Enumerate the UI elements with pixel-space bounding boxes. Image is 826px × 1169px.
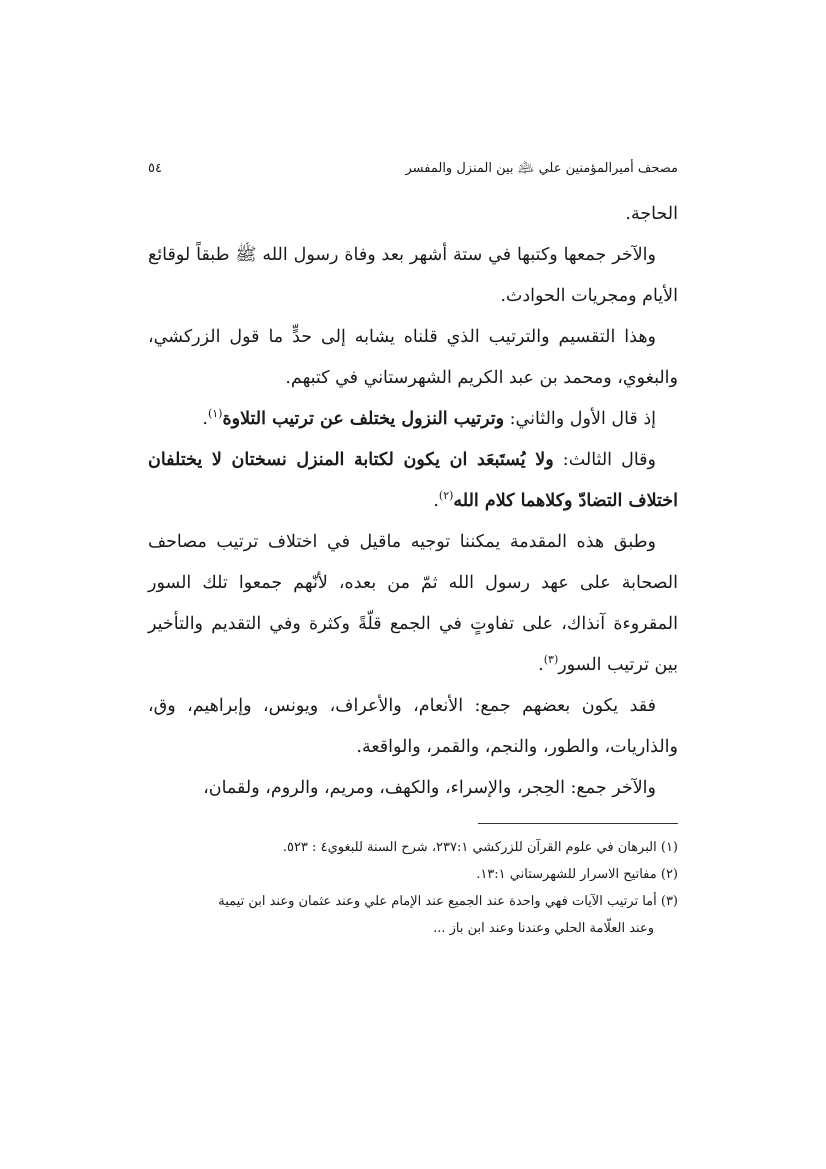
paragraph-8: والآخر جمع: الحِجر، والإسراء، والكهف، ومريم، والروم، ولقمان، — [203, 778, 656, 798]
footnote-2: (٢) مفاتيح الاسرار للشهرستاني ١٣:١. — [476, 867, 678, 882]
p4-intro: إذ قال الأول والثاني: — [504, 409, 656, 429]
footnote-divider — [478, 823, 678, 824]
footnote-3: (٣) أما ترتيب الآيات فهي واحدة عند الجميع عند الإمام علي وعند عثمان وعند ابن تيمية — [218, 894, 678, 909]
main-text — [148, 194, 678, 809]
p4-end: . — [202, 409, 208, 429]
page-number: ٥٤ — [148, 161, 162, 176]
footnote-ref-3[interactable]: (٣) — [543, 653, 559, 667]
paragraph-5 — [148, 440, 678, 522]
paragraph-1: الحاجة. — [625, 204, 678, 224]
p5-quote: ولا يُستَبعَد ان يكون لكتابة المنزل نسختان لا يختلفان اختلاف التضادّ وكلاهما كلام الله — [148, 450, 678, 511]
footnote-ref-2[interactable]: (٢) — [438, 489, 454, 503]
paragraph-4 — [148, 399, 678, 440]
p4-quote: وترتيب النزول يختلف عن ترتيب التلاوة — [222, 409, 505, 429]
footnote-ref-1[interactable]: (١) — [207, 407, 223, 421]
paragraph-7: فقد يكون بعضهم جمع: الأنعام، والأعراف، ويونس، وإبراهيم، وق، والذاريات، والطور، والنجم، والقمر، والواقعة. — [148, 696, 678, 757]
paragraph-3: وهذا التقسيم والترتيب الذي قلناه يشابه إلى حدٍّ ما قول الزركشي، والبغوي، ومحمد بن عبد الكريم الشهرستاني في كتبهم. — [148, 327, 678, 388]
footnotes — [148, 834, 678, 942]
p6-text: وطبق هذه المقدمة يمكننا توجيه ماقيل في اختلاف ترتيب مصاحف الصحابة على عهد رسول الله ثمّ من بعده، لأنّهم جمعوا تلك السور المقروءة آنذاك، على تفاوتٍ في الجمع قلّةً وكثرة وفي التقديم والتأخير بين ترتيب السور — [148, 532, 678, 675]
running-title: مصحف أميرالمؤمنين علي ﵇ بين المنزل والمفسر — [405, 161, 678, 176]
footnote-3-continued: وعند العلّامة الحلي وعندنا وعند ابن باز ... — [433, 921, 654, 936]
p5-intro: وقال الثالث: — [553, 450, 656, 470]
p5-end: . — [433, 491, 439, 511]
book-page — [148, 160, 678, 942]
paragraph-6 — [148, 522, 678, 686]
footnote-1: (١) البرهان في علوم القرآن للزركشي ٢٣٧:١، شرح السنة للبغوي٤ : ٥٢٣. — [282, 840, 678, 855]
paragraph-2: والآخر جمعها وكتبها في ستة أشهر بعد وفاة رسول الله ﷺ طبقاً لوقائع الأيام ومجريات الحوادث. — [148, 245, 678, 306]
p6-end: . — [538, 655, 544, 675]
running-header — [148, 160, 678, 182]
